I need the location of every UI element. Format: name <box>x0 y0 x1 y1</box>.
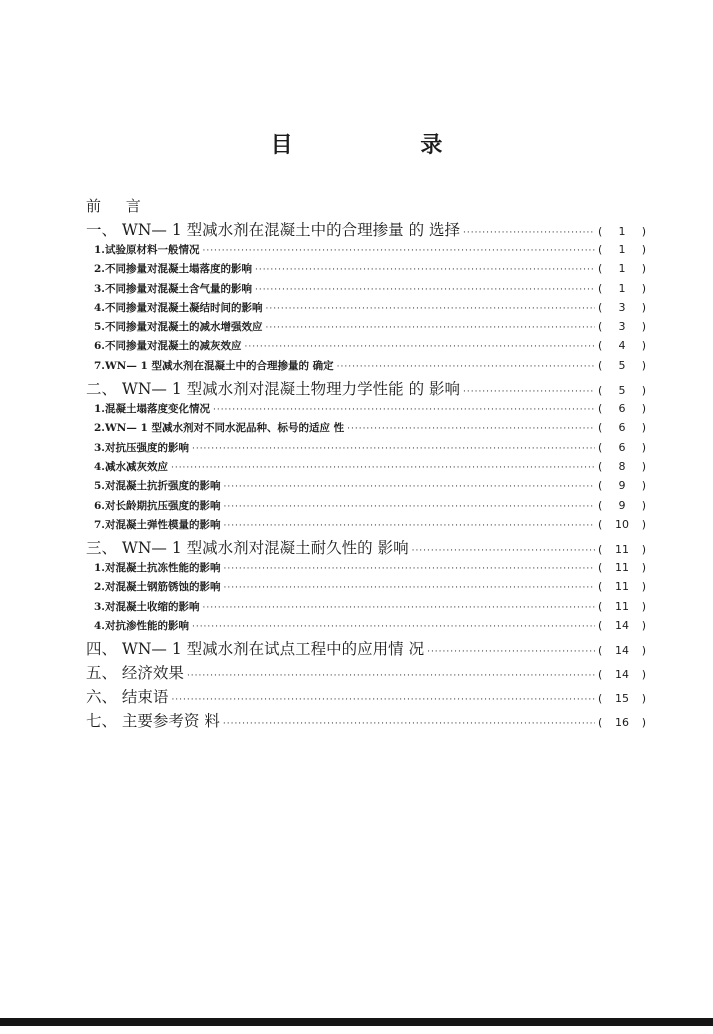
toc-dot-leader <box>337 362 595 372</box>
toc-page-ref <box>598 543 646 556</box>
toc-entry-label: 2.对混凝土钢筋锈蚀的影响 <box>94 581 221 594</box>
open-paren: ( <box>598 300 603 314</box>
toc-section <box>86 685 646 709</box>
toc-subsection <box>86 478 646 497</box>
toc-page-number: 5 <box>618 358 626 372</box>
toc-entry-label: 5.对混凝土抗折强度的影响 <box>94 480 221 493</box>
open-paren: ( <box>598 692 603 706</box>
toc-page-number: 14 <box>615 668 629 682</box>
toc-entry-label: 3.对混凝土收缩的影响 <box>94 600 200 613</box>
toc-subsection <box>86 498 646 517</box>
toc-page-number: 1 <box>618 243 626 256</box>
scan-border-bar <box>0 1018 713 1026</box>
toc-section <box>86 637 646 661</box>
toc-subsection <box>86 300 646 319</box>
toc-page-ref <box>598 460 646 473</box>
open-paren: ( <box>598 644 603 658</box>
close-paren: ) <box>641 402 646 416</box>
toc-page-ref <box>598 441 646 454</box>
toc-subsection <box>86 261 646 280</box>
close-paren: ) <box>641 459 646 473</box>
open-paren: ( <box>598 479 603 493</box>
toc-entry-label: 三、 WN— 1 型减水剂对混凝土耐久性的 影响 <box>86 539 409 558</box>
toc-subsection <box>86 459 646 478</box>
open-paren: ( <box>598 716 603 730</box>
toc-page-ref <box>598 619 646 632</box>
toc-entry-label: 4.对抗渗性能的影响 <box>94 620 189 633</box>
toc-page-number: 11 <box>615 599 629 613</box>
toc-page-ref <box>598 668 646 681</box>
toc-section <box>86 377 646 401</box>
toc-entry-label: 六、 结束语 <box>86 688 169 707</box>
toc-entry-label: 4.不同掺量对混凝土凝结时间的影响 <box>94 301 263 314</box>
toc-page-number: 9 <box>618 498 626 512</box>
toc-dot-leader <box>427 647 595 657</box>
toc-section <box>86 709 646 733</box>
toc-page-ref <box>598 561 646 574</box>
close-paren: ) <box>641 243 646 256</box>
toc-dot-leader <box>265 323 595 333</box>
toc-dot-leader <box>192 444 595 454</box>
open-paren: ( <box>598 517 603 531</box>
toc-page-number: 10 <box>615 517 629 531</box>
toc-entries <box>86 218 646 733</box>
toc-page-ref <box>598 479 646 492</box>
toc-dot-leader <box>244 342 595 352</box>
open-paren: ( <box>598 225 603 238</box>
toc-page-number: 6 <box>618 421 626 435</box>
open-paren: ( <box>598 668 603 682</box>
toc-subsection <box>86 618 646 637</box>
toc-subsection <box>86 281 646 300</box>
open-paren: ( <box>598 440 603 454</box>
toc-entry-label: 2.不同掺量对混凝土塌落度的影响 <box>94 263 252 276</box>
toc-entry-label: 四、 WN— 1 型减水剂在试点工程中的应用情 况 <box>86 640 425 659</box>
toc-page-ref <box>598 359 646 372</box>
close-paren: ) <box>641 339 646 353</box>
toc-entry-label: 2.WN— 1 型减水剂对不同水泥品种、标号的适应 性 <box>94 422 345 435</box>
toc-page-number: 3 <box>618 320 626 334</box>
close-paren: ) <box>641 262 646 276</box>
toc-page-number: 11 <box>615 561 629 575</box>
toc-page-ref <box>598 282 646 295</box>
toc-page-number: 1 <box>618 262 626 276</box>
toc-page-ref <box>598 339 646 352</box>
close-paren: ) <box>641 320 646 334</box>
toc-subsection <box>86 579 646 598</box>
toc-page-number: 6 <box>618 440 626 454</box>
toc-page-number: 8 <box>618 459 626 473</box>
toc-subsection <box>86 599 646 618</box>
toc-page-ref <box>598 692 646 705</box>
toc-page-number: 11 <box>615 580 629 594</box>
toc-page-ref <box>598 716 646 729</box>
toc-page-number: 1 <box>618 225 626 238</box>
toc-preface: 前 言 <box>86 197 151 215</box>
toc-dot-leader <box>171 463 595 473</box>
toc-section <box>86 536 646 560</box>
toc-page-number: 15 <box>615 692 629 706</box>
toc-entry-label: 1.对混凝土抗冻性能的影响 <box>94 562 221 575</box>
close-paren: ) <box>641 479 646 493</box>
toc-section <box>86 218 646 242</box>
open-paren: ( <box>598 619 603 633</box>
close-paren: ) <box>641 225 646 238</box>
toc-dot-leader <box>463 228 595 238</box>
close-paren: ) <box>641 440 646 454</box>
toc-page-number: 9 <box>618 479 626 493</box>
toc-page-ref <box>598 243 646 256</box>
toc-dot-leader <box>223 583 595 593</box>
close-paren: ) <box>641 716 646 730</box>
close-paren: ) <box>641 543 646 557</box>
close-paren: ) <box>641 599 646 613</box>
toc-page-number: 14 <box>615 644 629 658</box>
toc-page-number: 3 <box>618 300 626 314</box>
toc-page-ref <box>598 421 646 434</box>
open-paren: ( <box>598 580 603 594</box>
toc-entry-label: 7.WN— 1 型减水剂在混凝土中的合理掺量的 确定 <box>94 359 334 372</box>
toc-dot-leader <box>255 265 595 275</box>
toc-section <box>86 661 646 685</box>
toc-page-number: 16 <box>615 716 629 730</box>
toc-page-number: 14 <box>615 619 629 633</box>
toc-subsection <box>86 358 646 377</box>
close-paren: ) <box>641 619 646 633</box>
open-paren: ( <box>598 339 603 353</box>
toc-page-ref <box>598 402 646 415</box>
toc-dot-leader <box>347 424 595 434</box>
toc-page-ref <box>598 580 646 593</box>
toc-entry-label: 7.对混凝土弹性模量的影响 <box>94 518 221 531</box>
toc-dot-leader <box>463 387 595 397</box>
toc-page-ref <box>598 262 646 275</box>
toc-dot-leader <box>192 622 595 632</box>
close-paren: ) <box>641 498 646 512</box>
toc-page-ref <box>598 225 646 238</box>
open-paren: ( <box>598 384 603 398</box>
toc-entry-label: 二、 WN— 1 型减水剂对混凝土物理力学性能 的 影响 <box>86 380 460 399</box>
toc-page-ref <box>598 384 646 397</box>
toc-dot-leader <box>255 285 595 295</box>
toc-entry-label: 4.减水减灰效应 <box>94 460 168 473</box>
toc-subsection <box>86 338 646 357</box>
toc-dot-leader <box>202 246 595 256</box>
toc-dot-leader <box>213 405 595 415</box>
open-paren: ( <box>598 561 603 575</box>
open-paren: ( <box>598 243 603 256</box>
open-paren: ( <box>598 402 603 416</box>
toc-entry-label: 七、 主要参考资 料 <box>86 712 220 731</box>
open-paren: ( <box>598 543 603 557</box>
toc-page-number: 6 <box>618 402 626 416</box>
toc-page-number: 1 <box>618 281 626 295</box>
close-paren: ) <box>641 561 646 575</box>
page-title: 目 录 <box>270 133 503 158</box>
toc-entry-label: 1.试验原材料一般情况 <box>94 244 200 256</box>
toc-subsection <box>86 420 646 439</box>
toc-entry-label: 6.对长龄期抗压强度的影响 <box>94 499 221 512</box>
toc-dot-leader <box>223 521 595 531</box>
toc-subsection <box>86 242 646 261</box>
table-of-contents <box>86 194 646 733</box>
open-paren: ( <box>598 262 603 276</box>
toc-dot-leader <box>187 671 595 681</box>
toc-page-number: 5 <box>618 384 626 398</box>
toc-page-ref <box>598 600 646 613</box>
toc-subsection <box>86 517 646 536</box>
toc-entry-label: 五、 经济效果 <box>86 664 184 683</box>
toc-page-ref <box>598 499 646 512</box>
toc-subsection <box>86 401 646 420</box>
toc-page-number: 4 <box>618 339 626 353</box>
toc-dot-leader <box>171 695 595 705</box>
toc-page-ref <box>598 644 646 657</box>
toc-dot-leader <box>223 564 595 574</box>
close-paren: ) <box>641 300 646 314</box>
toc-page-number: 11 <box>615 543 629 557</box>
toc-subsection <box>86 319 646 338</box>
toc-entry-label: 3.不同掺量对混凝土含气量的影响 <box>94 282 252 295</box>
toc-entry-label: 一、 WN— 1 型减水剂在混凝土中的合理掺量 的 选择 <box>86 221 460 239</box>
close-paren: ) <box>641 358 646 372</box>
toc-entry-label: 5.不同掺量对混凝土的减水增强效应 <box>94 321 263 334</box>
toc-entry-label: 6.不同掺量对混凝土的减灰效应 <box>94 340 242 353</box>
close-paren: ) <box>641 668 646 682</box>
toc-page-ref <box>598 320 646 333</box>
toc-dot-leader <box>265 304 595 314</box>
toc-page-ref <box>598 301 646 314</box>
open-paren: ( <box>598 320 603 334</box>
open-paren: ( <box>598 599 603 613</box>
toc-subsection <box>86 440 646 459</box>
toc-subsection <box>86 560 646 579</box>
close-paren: ) <box>641 580 646 594</box>
toc-dot-leader <box>202 603 595 613</box>
toc-dot-leader <box>412 546 595 556</box>
toc-entry-label: 1.混凝土塌落度变化情况 <box>94 403 210 416</box>
open-paren: ( <box>598 358 603 372</box>
close-paren: ) <box>641 692 646 706</box>
close-paren: ) <box>641 517 646 531</box>
toc-page-ref <box>598 518 646 531</box>
toc-dot-leader <box>223 482 595 492</box>
close-paren: ) <box>641 644 646 658</box>
toc-dot-leader <box>223 502 595 512</box>
close-paren: ) <box>641 421 646 435</box>
open-paren: ( <box>598 498 603 512</box>
close-paren: ) <box>641 384 646 398</box>
toc-dot-leader <box>223 719 595 729</box>
close-paren: ) <box>641 281 646 295</box>
open-paren: ( <box>598 421 603 435</box>
toc-entry-label: 3.对抗压强度的影响 <box>94 441 189 454</box>
open-paren: ( <box>598 281 603 295</box>
open-paren: ( <box>598 459 603 473</box>
